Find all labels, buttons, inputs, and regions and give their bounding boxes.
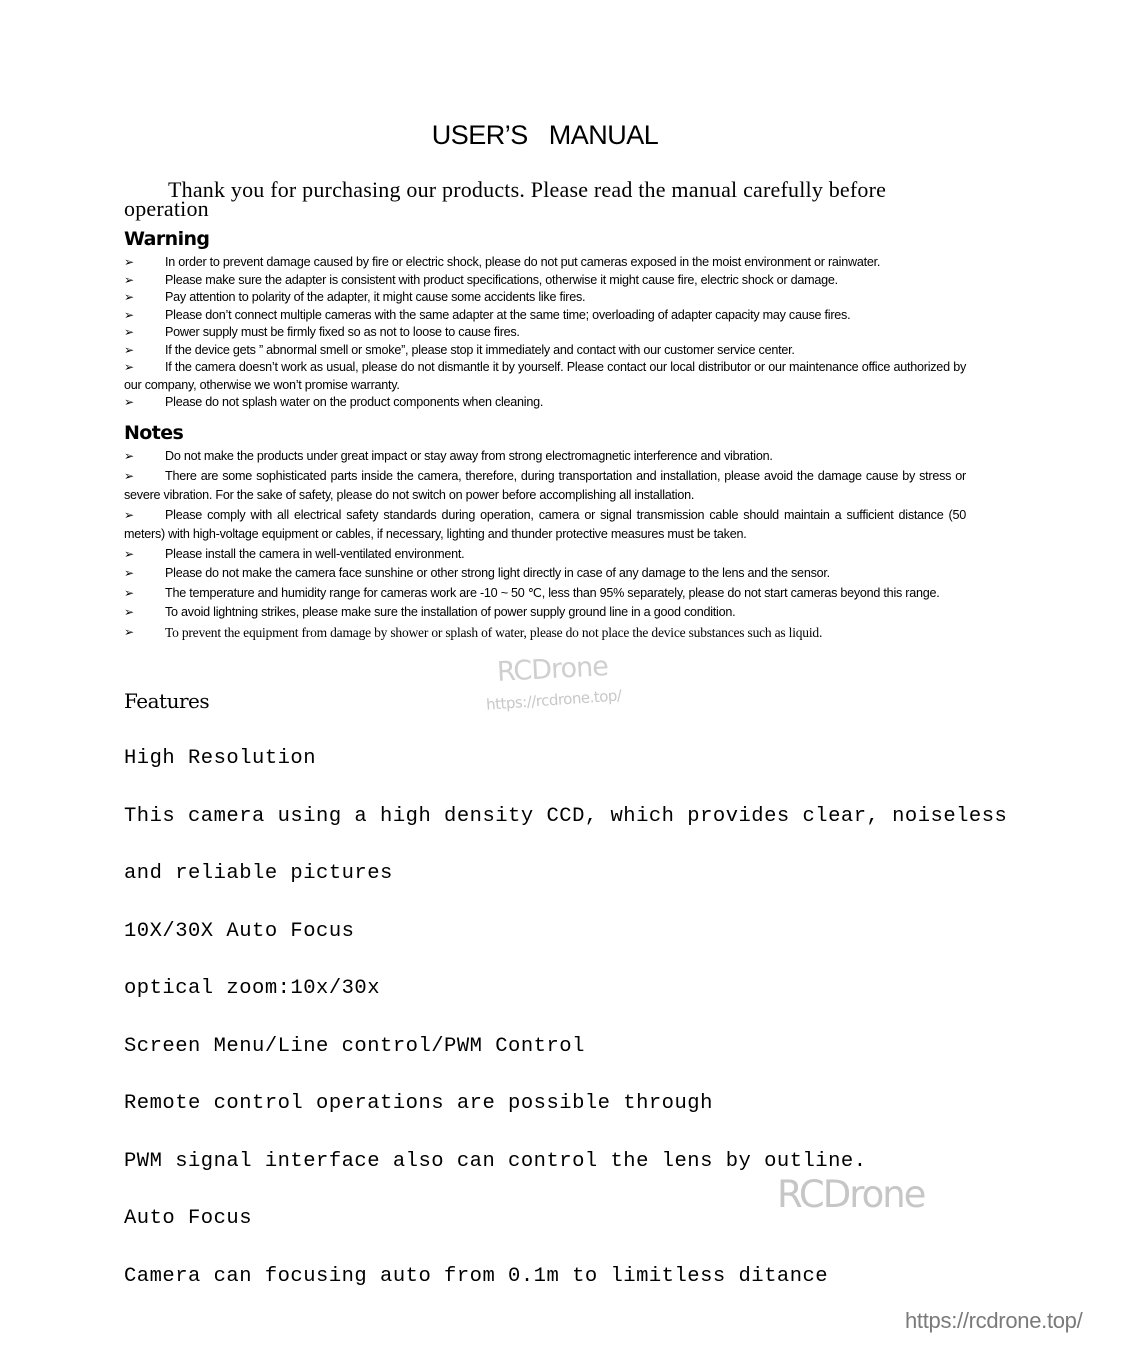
warning-item: ➢ If the camera doesn’t work as usual, please do not dismantle it by yourself. Please contact our local distributor or our maintenance office authorized by our company, otherwise we won’t promise warranty. (124, 360, 966, 392)
notes-item: ➢ Do not make the products under great impact or stay away from strong electromagnetic interference and vibration. (124, 447, 966, 467)
feature-line: Remote control operations are possible through (124, 1092, 713, 1115)
feature-line: Screen Menu/Line control/PWM Control (124, 1034, 585, 1058)
feature-line: 10X/30X Auto Focus (124, 919, 355, 943)
watermark-brand: RCDrone (496, 651, 609, 688)
warning-item: ➢ Please make sure the adapter is consistent with product specifications, otherwise it might cause fire, electric shock or damage. (124, 272, 966, 290)
arrow-bullet-icon: ➢ (124, 290, 134, 304)
feature-line: Camera can focusing auto from 0.1m to limitless ditance (124, 1264, 829, 1288)
notes-list (124, 447, 966, 642)
feature-line: and reliable pictures (124, 862, 393, 885)
notes-item: ➢ There are some sophisticated parts inside the camera, therefore, during transportation and installation, please avoid the damage cause by stress or severe vibration. For the sake of safety, please do not switch on power before accomplishing all installation. (124, 468, 966, 502)
warning-item: ➢ Power supply must be firmly fixed so as not to loose to cause fires. (124, 324, 966, 342)
arrow-bullet-icon: ➢ (124, 449, 134, 463)
feature-line: High Resolution (124, 747, 317, 770)
features-list (124, 745, 1024, 1320)
arrow-bullet-icon: ➢ (124, 546, 134, 561)
feature-line: This camera using a high density CCD, which provides clear, noiseless (124, 804, 1008, 828)
notes-item: ➢ To prevent the equipment from damage by shower or splash of water, please do not place the device substances such as liquid. (124, 623, 966, 643)
watermark-url-footer: https://rcdrone.top/ (905, 1308, 1083, 1333)
warning-item: ➢ If the device gets ” abnormal smell or smoke”, please stop it immediately and contact with our customer service center. (124, 342, 966, 360)
page-title: USER’S MANUAL (431, 120, 659, 150)
notes-item: ➢ Please comply with all electrical safety standards during operation, camera or signal transmission cable should maintain a sufficient distance (50 meters) with high-voltage equipment or cables, if necessary, lighting and thunder protective measures must be taken. (124, 507, 966, 541)
feature-line: optical zoom:10x/30x (124, 977, 381, 1000)
warning-item: ➢ Pay attention to polarity of the adapter, it might cause some accidents like fires. (124, 289, 966, 307)
arrow-bullet-icon: ➢ (124, 272, 134, 287)
arrow-bullet-icon: ➢ (124, 507, 134, 522)
arrow-bullet-icon: ➢ (124, 360, 134, 374)
arrow-bullet-icon: ➢ (124, 585, 134, 600)
notes-heading: Notes (124, 422, 184, 444)
arrow-bullet-icon: ➢ (124, 255, 134, 269)
warning-item: ➢ In order to prevent damage caused by fire or electric shock, please do not put cameras exposed in the moist environment or rainwater. (124, 254, 966, 272)
watermark-url: https://rcdrone.top/ (485, 686, 622, 714)
notes-item: ➢ Please install the camera in well-ventilated environment. (124, 545, 966, 565)
arrow-bullet-icon: ➢ (124, 342, 134, 357)
feature-line: PWM signal interface also can control the lens by outline. (124, 1149, 867, 1173)
features-heading: Features (124, 689, 210, 713)
warning-item: ➢ Please do not splash water on the product components when cleaning. (124, 394, 966, 412)
arrow-bullet-icon: ➢ (124, 468, 134, 483)
notes-item: ➢ The temperature and humidity range for cameras work are -10 ~ 50 ℃, less than 95% separately, please do not start cameras beyond this range. (124, 584, 966, 604)
warning-item: ➢ Please don’t connect multiple cameras with the same adapter at the same time; overloading of adapter capacity may cause fires. (124, 307, 966, 325)
feature-line: Auto Focus (124, 1207, 253, 1230)
warning-heading: Warning (124, 228, 210, 250)
warning-list (124, 254, 966, 412)
arrow-bullet-icon: ➢ (124, 624, 134, 639)
arrow-bullet-icon: ➢ (124, 325, 134, 339)
intro-text: Thank you for purchasing our products. Please read the manual carefully before operation (124, 177, 887, 221)
notes-item: ➢ To avoid lightning strikes, please make sure the installation of power supply ground line in a good condition. (124, 603, 966, 623)
intro-paragraph (124, 177, 974, 221)
arrow-bullet-icon: ➢ (124, 566, 134, 580)
arrow-bullet-icon: ➢ (124, 307, 134, 322)
arrow-bullet-icon: ➢ (124, 605, 134, 619)
arrow-bullet-icon: ➢ (124, 395, 134, 409)
watermark-brand-large: RCDrone (777, 1173, 925, 1216)
notes-item: ➢ Please do not make the camera face sunshine or other strong light directly in case of any damage to the lens and the sensor. (124, 564, 966, 584)
